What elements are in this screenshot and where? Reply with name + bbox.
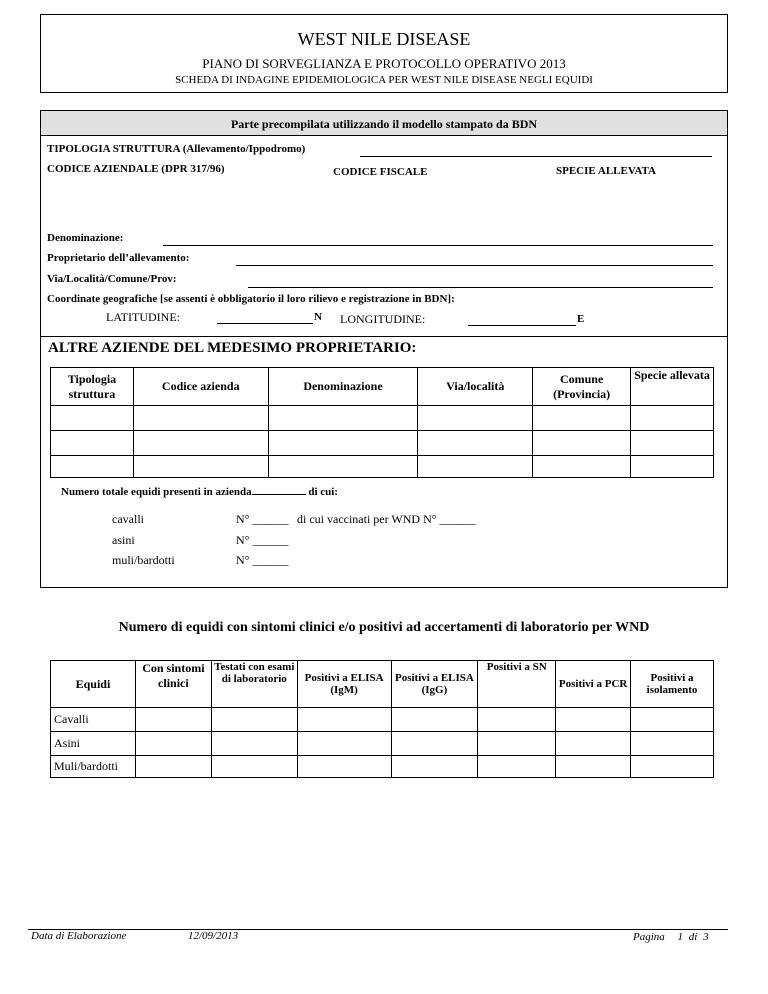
totale-equidi-field[interactable] [252,484,306,495]
footer-page-label: Pagina [633,931,665,943]
tipologia-field[interactable] [360,156,712,157]
table-cell[interactable] [533,406,631,431]
totale-equidi-label [61,484,338,498]
table-cell[interactable] [418,406,533,431]
table-cell[interactable] [51,431,134,456]
table-cell[interactable] [391,732,478,756]
sintomi-heading: Numero di equidi con sintomi clinici e/o positivi ad accertamenti di laboratorio per WND [118,620,650,635]
table-cell[interactable] [133,431,268,456]
row-label-muli: Muli/bardotti [51,756,136,778]
footer-page-current: 1 [677,931,684,943]
section-divider [41,336,727,337]
table-cell[interactable] [631,431,714,456]
document-subtitle-2: SCHEDA DI INDAGINE EPIDEMIOLOGICA PER WEST NILE DISEASE NEGLI EQUIDI [175,74,593,86]
table-cell[interactable] [297,708,391,732]
table-cell[interactable] [418,456,533,478]
longitudine-field[interactable] [468,325,576,326]
document-title: WEST NILE DISEASE [297,29,471,49]
col-sintomi: Con sintomi clinici [135,661,211,708]
table-row [51,431,714,456]
table-cell[interactable] [533,456,631,478]
asini-label: asini [112,533,135,547]
table-cell[interactable] [556,756,631,778]
col-sn: Positivi a SN [478,661,556,708]
col-testati: Testati con esami di laboratorio [211,661,297,708]
specie-allevata-label: SPECIE ALLEVATA [556,165,656,177]
table-cell[interactable] [211,756,297,778]
totale-equidi-suffix: di cui: [308,486,338,498]
footer-page-total: 3 [703,931,709,943]
table-row [51,756,714,778]
codice-aziendale-label: CODICE AZIENDALE (DPR 317/96) [47,163,225,175]
table-cell[interactable] [135,732,211,756]
table-cell[interactable] [631,732,714,756]
col-pcr: Positivi a PCR [556,661,631,708]
asini-count[interactable]: N° ______ [236,533,289,547]
table-cell[interactable] [631,708,714,732]
table-cell[interactable] [418,431,533,456]
table-cell[interactable] [268,406,418,431]
footer-date-label: Data di Elaborazione [31,930,127,942]
proprietario-label: Proprietario dell’allevamento: [47,252,190,264]
longitudine-label: LONGITUDINE: [340,312,426,326]
table-row [51,732,714,756]
table-cell[interactable] [556,732,631,756]
denominazione-field[interactable] [163,245,713,246]
header-box [40,14,728,93]
table-cell[interactable] [211,708,297,732]
col-via-localita: Via/località [418,368,533,406]
table-cell[interactable] [478,708,556,732]
table-cell[interactable] [133,456,268,478]
document-subtitle: PIANO DI SORVEGLIANZA E PROTOCOLLO OPERATIVO 2013 [202,56,566,71]
denominazione-label: Denominazione: [47,232,124,244]
col-specie: Specie allevata [631,368,714,406]
table-cell[interactable] [478,732,556,756]
col-comune: Comune (Provincia) [533,368,631,406]
table-cell[interactable] [211,732,297,756]
table-cell[interactable] [391,756,478,778]
indirizzo-label: Via/Località/Comune/Prov: [47,273,177,285]
prefilled-banner: Parte precompilata utilizzando il modello stampato da BDN [41,111,727,136]
col-elisa-igm: Positivi a ELISA (IgM) [297,661,391,708]
table-cell[interactable] [268,456,418,478]
table-cell[interactable] [297,732,391,756]
col-tipologia: Tipologia struttura [51,368,134,406]
table-cell[interactable] [135,708,211,732]
footer-rule [28,929,728,930]
col-elisa-igg: Positivi a ELISA (IgG) [391,661,478,708]
codice-fiscale-label: CODICE FISCALE [333,166,428,178]
latitudine-field[interactable] [217,323,313,324]
row-label-asini: Asini [51,732,136,756]
table-cell[interactable] [391,708,478,732]
table-row [51,708,714,732]
table-cell[interactable] [133,406,268,431]
table-cell[interactable] [631,456,714,478]
table-row [51,406,714,431]
latitudine-label: LATITUDINE: [106,310,180,324]
cavalli-count[interactable]: N° ______ [236,512,289,526]
proprietario-field[interactable] [236,265,713,266]
tipologia-label: TIPOLOGIA STRUTTURA (Allevamento/Ippodromo) [47,143,306,155]
footer-date-value: 12/09/2013 [188,930,239,942]
table-cell[interactable] [631,756,714,778]
altre-aziende-table [50,367,714,478]
table-cell[interactable] [478,756,556,778]
muli-count[interactable]: N° ______ [236,553,289,567]
footer-page-di: di [688,931,698,943]
table-cell[interactable] [135,756,211,778]
table-cell[interactable] [51,406,134,431]
table-row [51,456,714,478]
row-label-cavalli: Cavalli [51,708,136,732]
coordinate-label: Coordinate geografiche [se assenti è obbligatorio il loro rilievo e registrazione in BDN]: [47,293,455,305]
totale-equidi-text: Numero totale equidi presenti in azienda [61,486,252,498]
longitudine-suffix: E [577,313,585,325]
table-cell[interactable] [51,456,134,478]
sintomi-table [50,660,714,778]
indirizzo-field[interactable] [248,287,713,288]
table-cell[interactable] [533,431,631,456]
table-cell[interactable] [297,756,391,778]
col-isolamento: Positivi a isolamento [631,661,714,708]
footer-pagination [633,931,709,943]
cavalli-label: cavalli [112,512,144,526]
muli-label: muli/bardotti [112,553,175,567]
table-cell[interactable] [631,406,714,431]
table-cell[interactable] [268,431,418,456]
col-denominazione: Denominazione [268,368,418,406]
col-equidi: Equidi [51,661,136,708]
latitudine-suffix: N [314,311,322,323]
cavalli-vaccinati[interactable]: di cui vaccinati per WND N° ______ [297,512,476,526]
table-cell[interactable] [556,708,631,732]
altre-aziende-heading: ALTRE AZIENDE DEL MEDESIMO PROPRIETARIO: [48,340,417,356]
col-codice-azienda: Codice azienda [133,368,268,406]
